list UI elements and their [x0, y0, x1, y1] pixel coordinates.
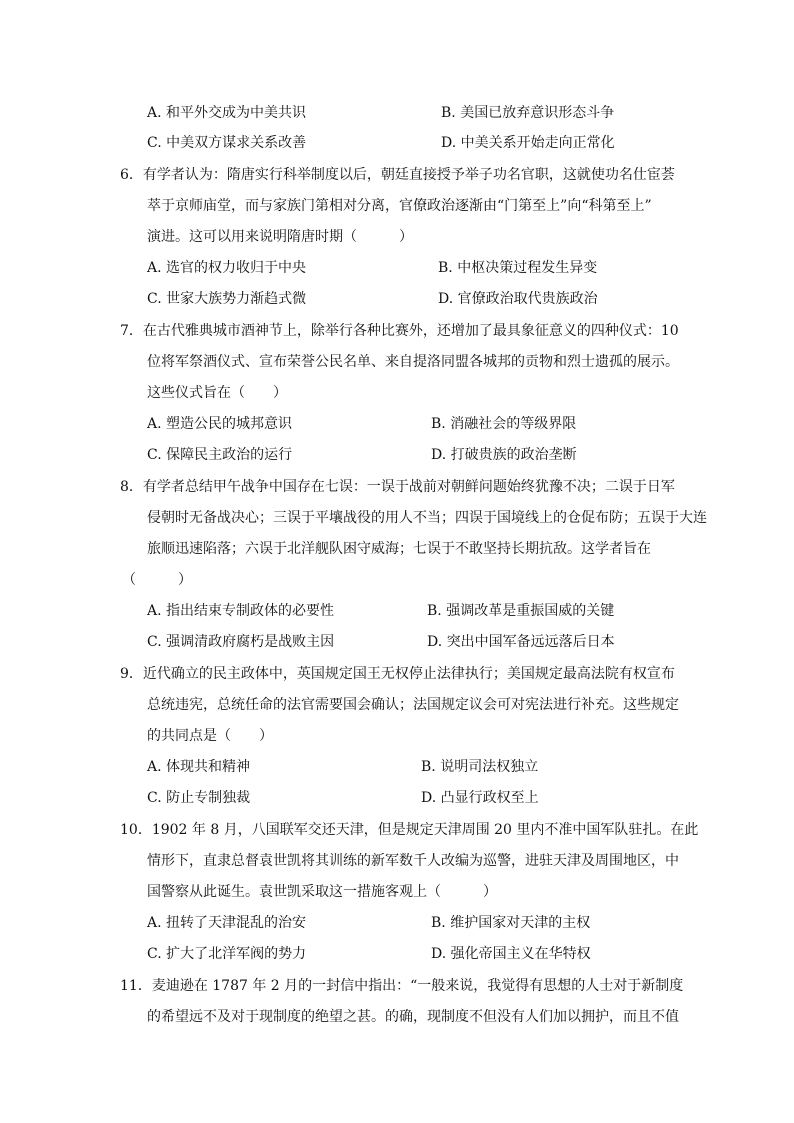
question-7-line-3: 这些仪式旨在（ ）: [147, 385, 287, 401]
option-b: B. 美国已放弃意识形态斗争: [441, 105, 615, 121]
question-9-option-b: B. 说明司法权独立: [421, 759, 539, 775]
question-7-option-b: B. 消融社会的等级界限: [431, 416, 577, 432]
question-9-option-c: C. 防止专制独裁: [147, 790, 251, 806]
question-10-option-d: D. 强化帝国主义在华特权: [431, 946, 591, 962]
question-6-option-a: A. 选官的权力收归于中央: [147, 260, 307, 276]
question-6-option-c: C. 世家大族势力渐趋式微: [147, 291, 307, 307]
question-8-option-c: C. 强调清政府腐朽是战败主因: [147, 634, 335, 650]
question-10-option-a: A. 扭转了天津混乱的治安: [147, 915, 307, 931]
question-8-line-1: 8．有学者总结甲午战争中国存在七误：一误于战前对朝鲜问题始终犹豫不决；二误于日军: [120, 479, 675, 495]
question-8-line-3: 旅顺迅速陷落；六误于北洋舰队困守威海；七误于不敢坚持长期抗敌。这学者旨在: [147, 541, 651, 557]
question-10-line-2: 情形下，直隶总督袁世凯将其训练的新军数千人改编为巡警，进驻天津及周围地区，中: [147, 853, 679, 869]
question-10-option-c: C. 扩大了北洋军阀的势力: [147, 946, 307, 962]
question-7-line-2: 位将军祭酒仪式、宣布荣誉公民名单、来自提洛同盟各城邦的贡物和烈士遗孤的展示。: [147, 354, 679, 370]
question-6-line-1: 6．有学者认为：隋唐实行科举制度以后，朝廷直接授予举子功名官职，这就使功名仕宦荟: [120, 167, 675, 183]
question-10-option-b: B. 维护国家对天津的主权: [431, 915, 591, 931]
question-9-option-d: D. 凸显行政权至上: [421, 790, 539, 806]
question-8-option-d: D. 突出中国军备远远落后日本: [427, 634, 615, 650]
option-c: C. 中美双方谋求关系改善: [147, 135, 307, 151]
question-10-line-1: 10．1902 年 8 月，八国联军交还天津，但是规定天津周围 20 里内不准中国军队驻扎。在此: [120, 822, 699, 838]
question-7-option-d: D. 打破贵族的政治垄断: [431, 447, 577, 463]
question-8-option-b: B. 强调改革是重振国威的关键: [427, 603, 615, 619]
question-6-option-d: D. 官僚政治取代贵族政治: [438, 291, 598, 307]
question-7-option-c: C. 保障民主政治的运行: [147, 447, 293, 463]
question-7-line-1: 7．在古代雅典城市酒神节上，除举行各种比赛外，还增加了最具象征意义的四种仪式：10: [120, 323, 679, 339]
question-9-line-3: 的共同点是（ ）: [147, 728, 273, 744]
question-6-line-2: 萃于京师庙堂，而与家族门第相对分离，官僚政治逐渐由“门第至上”向“科第至上”: [147, 198, 652, 214]
question-8-line-2: 侵朝时无备战决心；三误于平壤战役的用人不当；四误于国境线上的仓促布防；五误于大连: [147, 510, 707, 526]
question-9-line-1: 9．近代确立的民主政体中，英国规定国王无权停止法律执行；美国规定最高法院有权宣布: [120, 666, 675, 682]
question-6-option-b: B. 中枢决策过程发生异变: [438, 260, 598, 276]
option-d: D. 中美关系开始走向正常化: [441, 135, 615, 151]
question-9-line-2: 总统违宪，总统任命的法官需要国会确认；法国规定议会可对宪法进行补充。这些规定: [147, 697, 679, 713]
question-7-option-a: A. 塑造公民的城邦意识: [147, 416, 293, 432]
question-6-line-3: 演进。这可以用来说明隋唐时期（ ）: [147, 229, 413, 245]
question-11-line-1: 11．麦迪逊在 1787 年 2 月的一封信中指出：“一般来说，我觉得有思想的人士对于新制度: [120, 978, 684, 994]
question-9-option-a: A. 体现共和精神: [147, 759, 251, 775]
question-11-line-2: 的希望远不及对于现制度的绝望之甚。的确，现制度不但没有人们加以拥护，而且不值: [147, 1009, 679, 1025]
question-8-option-a: A. 指出结束专制政体的必要性: [147, 603, 335, 619]
option-a: A. 和平外交成为中美共识: [147, 105, 307, 121]
question-10-line-3: 国警察从此诞生。袁世凯采取这一措施客观上（ ）: [147, 884, 497, 900]
question-8-line-4: （ ）: [122, 572, 192, 588]
